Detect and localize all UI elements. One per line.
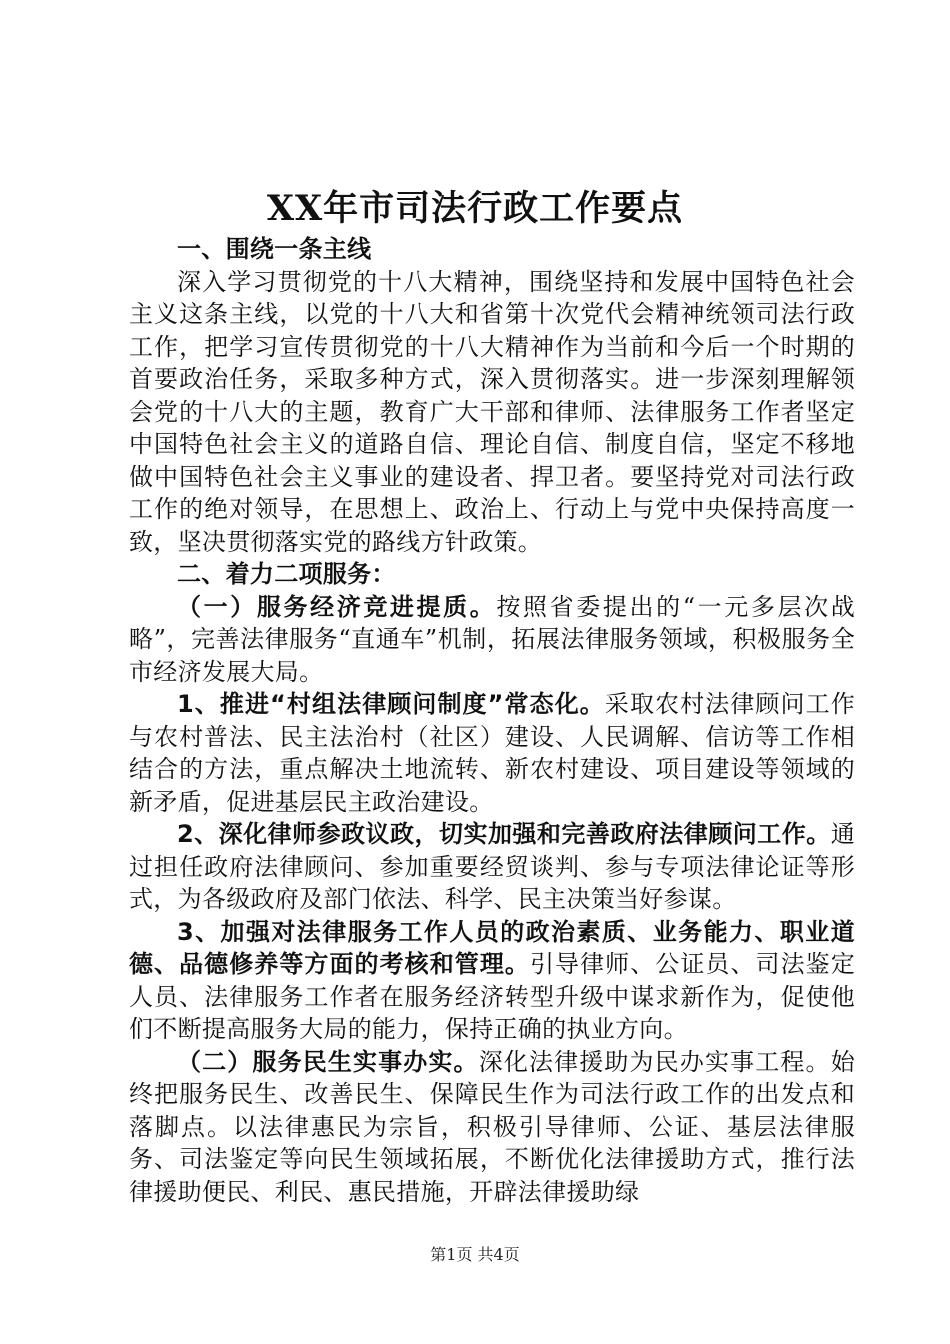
paragraph-text: 引导律师、公证员、司法鉴定人员、法律服务工作者在服务经济转型升级中谋求新作为，促使他们不断提高服务大局的能力，保持正确的执业方向。: [129, 950, 855, 1043]
paragraph-lead: 1、推进“村组法律顾问制度”常态化。: [177, 690, 605, 718]
paragraph-main-line: [129, 266, 855, 559]
paragraph-text: 采取农村法律顾问工作与农村普法、民主法治村（社区）建设、人民调解、信访等工作相结合的方法，重点解决土地流转、新农村建设、项目建设等领域的新矛盾，促进基层民主政治建设。: [129, 690, 855, 816]
section-heading-2: [129, 558, 855, 591]
paragraph-service-livelihood: [129, 1046, 855, 1209]
paragraph-item-2: [129, 818, 855, 916]
paragraph-lead: （一）服务经济竞进提质。: [177, 592, 497, 621]
paragraph-text: 深化法律援助为民办实事工程。始终把服务民生、改善民生、保障民生作为司法行政工作的出发点和落脚点。以法律惠民为宗旨，积极引导律师、公证、基层法律服务、司法鉴定等向民生领域拓展，不断优化法律援助方式，推行法律援助便民、利民、惠民措施，开辟法律援助绿: [129, 1047, 855, 1206]
page-number-footer: 第1页 共4页: [430, 1245, 520, 1264]
paragraph-text: 按照省委提出的“一元多层次战略”，完善法律服务“直通车”机制，拓展法律服务领域，积极服务全市经济发展大局。: [129, 592, 855, 686]
paragraph-lead: 3、加强对法律服务工作人员的政治素质、业务能力、职业道德、品德修养等方面的考核和管理。: [129, 917, 855, 978]
paragraph-text: 通过担任政府法律顾问、参加重要经贸谈判、参与专项法律论证等形式，为各级政府及部门依法、科学、民主决策当好参谋。: [129, 820, 855, 913]
section-heading-text: 二、着力二项服务：: [177, 560, 396, 588]
section-heading-1: [129, 233, 855, 266]
paragraph-text: 深入学习贯彻党的十八大精神，围绕坚持和发展中国特色社会主义这条主线，以党的十八大和省第十次党代会精神统领司法行政工作，把学习宣传贯彻党的十八大精神作为当前和今后一个时期的首要政治任务，采取多种方式，深入贯彻落实。进一步深刻理解领会党的十八大的主题，教育广大干部和律师、法律服务工作者坚定中国特色社会主义的道路自信、理论自信、制度自信，坚定不移地做中国特色社会主义事业的建设者、捍卫者。要坚持党对司法行政工作的绝对领导，在思想上、政治上、行动上与党中央保持高度一致，坚决贯彻落实党的路线方针政策。: [129, 267, 855, 556]
paragraph-lead: 2、深化律师参政议政，切实加强和完善政府法律顾问工作。: [177, 820, 831, 848]
document-title: XX年市司法行政工作要点: [266, 188, 684, 229]
paragraph-item-3: [129, 916, 855, 1046]
paragraph-lead: （二）服务民生实事办实。: [177, 1047, 479, 1076]
section-heading-text: 一、围绕一条主线: [177, 235, 372, 263]
document-body: [129, 233, 855, 1208]
paragraph-service-economy: [129, 591, 855, 689]
paragraph-item-1: [129, 688, 855, 818]
